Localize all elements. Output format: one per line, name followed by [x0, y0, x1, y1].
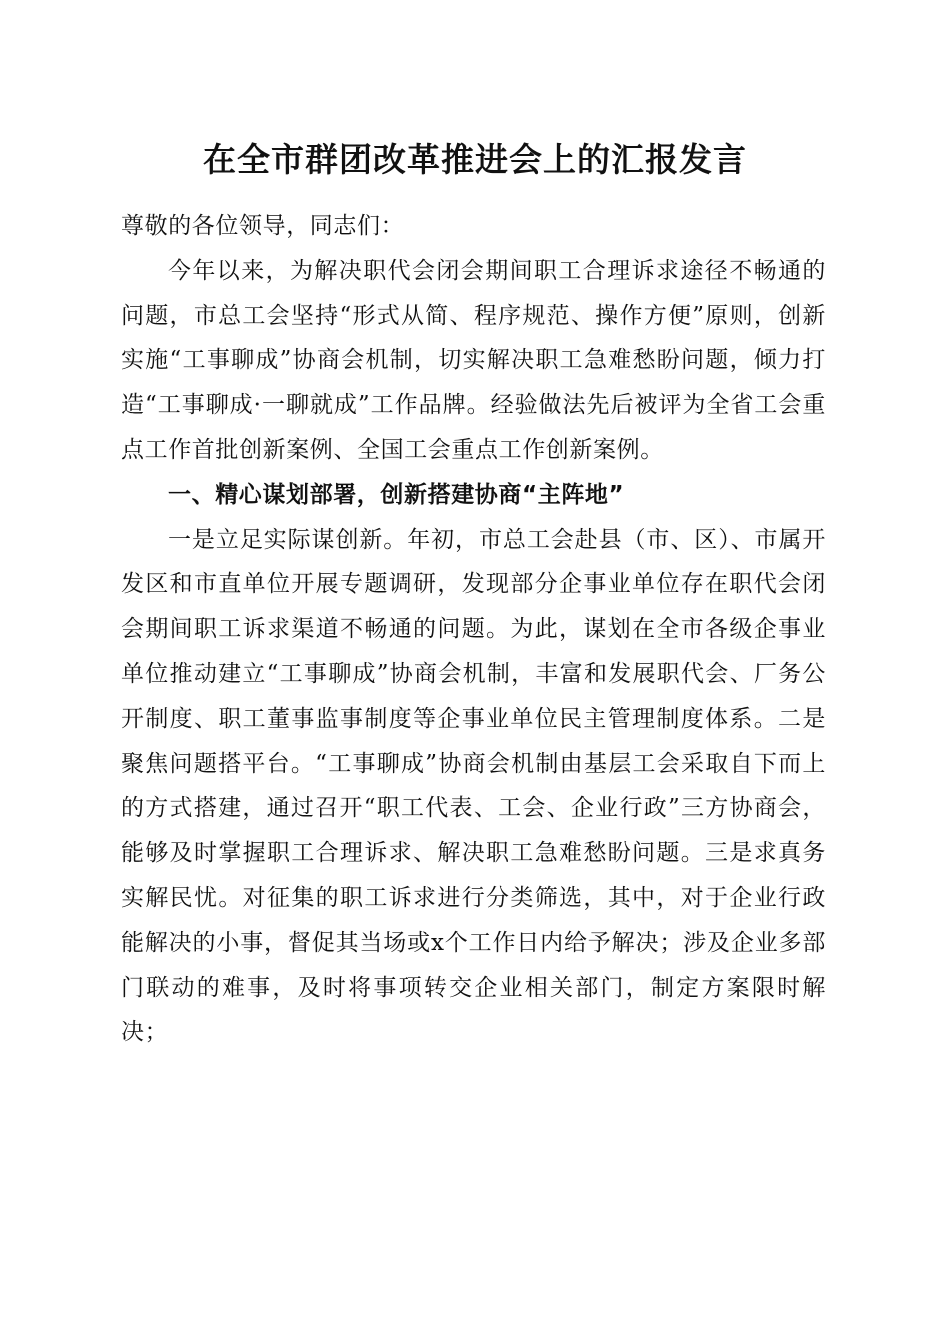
section-heading: 一、精心谋划部署，创新搭建协商“主阵地”	[168, 481, 625, 508]
section-paragraph: 一是立足实际谋创新。年初，市总工会赴县（市、区）、市属开发区和市直单位开展专题调研，发现部分企事业单位存在职代会闭会期间职工诉求渠道不畅通的问题。为此，谋划在全市各级企事业单位推动建立“工事聊成”协商会机制，丰富和发展职代会、厂务公开制度、职工董事监事制度等企事业单位民主管理制度体系。二是聚焦问题搭平台。“工事聊成”协商会机制由基层工会采取自下而上的方式搭建，通过召开“职工代表、工会、企业行政”三方协商会，能够及时掌握职工合理诉求、解决职工急难愁盼问题。三是求真务实解民忧。对征集的职工诉求进行分类筛选，其中，对于企业行政能解决的小事，督促其当场或x个工作日内给予解决；涉及企业多部门联动的难事，及时将事项转交企业相关部门，制定方案限时解决；	[121, 526, 826, 1046]
salutation: 尊敬的各位领导，同志们：	[121, 213, 405, 239]
page-title: 在全市群团改革推进会上的汇报发言	[203, 140, 747, 179]
document-body	[121, 204, 826, 1055]
intro-paragraph: 今年以来，为解决职代会闭会期间职工合理诉求途径不畅通的问题，市总工会坚持“形式从简、程序规范、操作方便”原则，创新实施“工事聊成”协商会机制，切实解决职工急难愁盼问题，倾力打造“工事聊成·一聊就成”工作品牌。经验做法先后被评为全省工会重点工作首批创新案例、全国工会重点工作创新案例。	[121, 257, 826, 463]
